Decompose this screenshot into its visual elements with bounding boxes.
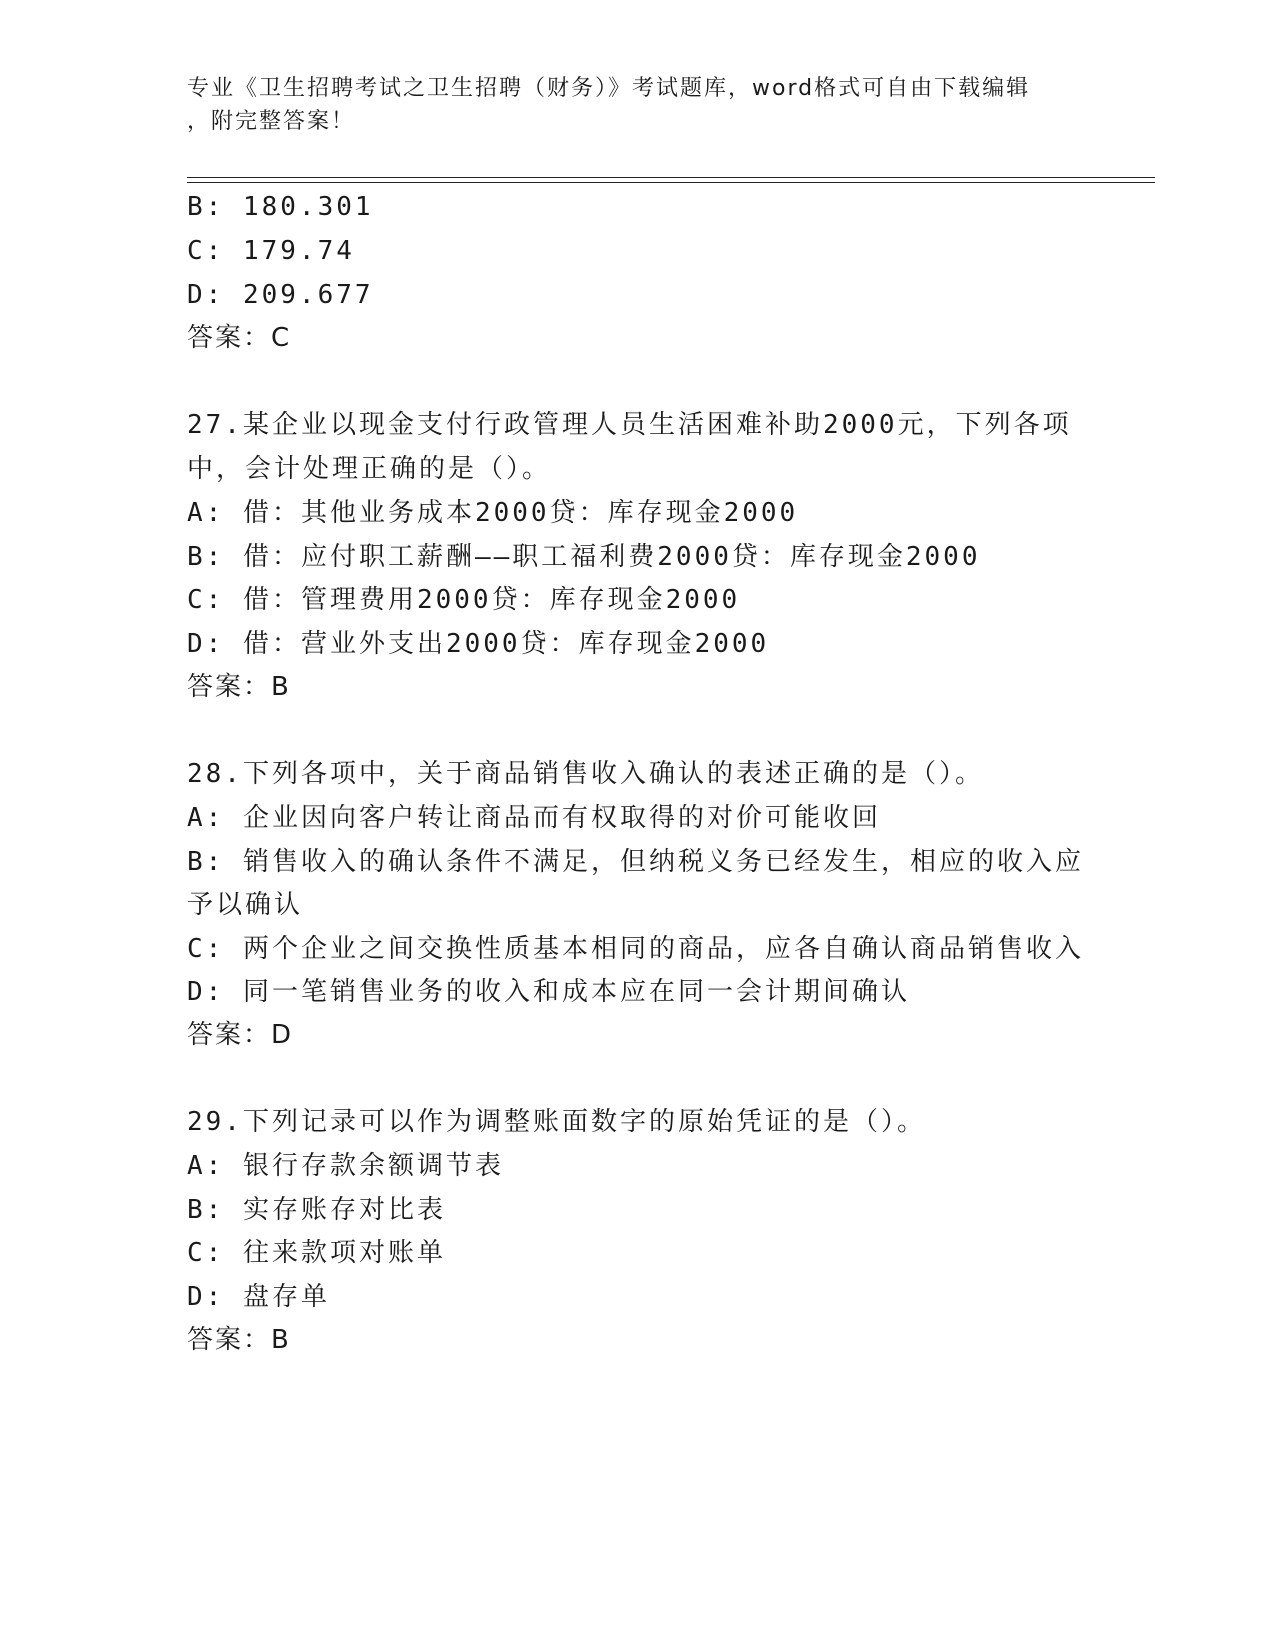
question-29-option-b: B: 实存账存对比表 — [187, 1195, 446, 1225]
question-27-option-d: D: 借：营业外支出2000贷：库存现金2000 — [187, 629, 770, 659]
header-divider-bottom — [187, 182, 1155, 183]
question-27-answer: 答案：B — [187, 672, 291, 702]
question-27-stem: 27.某企业以现金支付行政管理人员生活困难补助2000元，下列各项 — [187, 410, 1072, 440]
question-28-option-b-cont: 予以确认 — [187, 890, 304, 920]
option-b: B: 180.301 — [187, 192, 374, 222]
header-divider-top — [187, 177, 1155, 178]
question-27-option-a: A: 借：其他业务成本2000贷：库存现金2000 — [187, 498, 799, 528]
question-28-option-a: A: 企业因向客户转让商品而有权取得的对价可能收回 — [187, 803, 881, 833]
header-line-1: 专业《卫生招聘考试之卫生招聘（财务）》考试题库，word格式可自由下载编辑 — [187, 76, 1031, 101]
question-28-option-b: B: 销售收入的确认条件不满足，但纳税义务已经发生，相应的收入应 — [187, 847, 1084, 877]
question-29-option-a: A: 银行存款余额调节表 — [187, 1151, 504, 1181]
question-27-option-b: B: 借：应付职工薪酬——职工福利费2000贷：库存现金2000 — [187, 542, 981, 572]
question-29-option-c: C: 往来款项对账单 — [187, 1238, 446, 1268]
question-28-stem: 28.下列各项中，关于商品销售收入确认的表述正确的是（）。 — [187, 759, 984, 789]
answer: 答案：C — [187, 323, 292, 353]
header-line-2: ，附完整答案！ — [187, 109, 356, 134]
question-27-option-c: C: 借：管理费用2000贷：库存现金2000 — [187, 585, 741, 615]
document-header — [187, 72, 1087, 138]
question-28-option-d: D: 同一笔销售业务的收入和成本应在同一会计期间确认 — [187, 977, 910, 1007]
question-28-answer: 答案：D — [187, 1020, 294, 1050]
question-29-option-d: D: 盘存单 — [187, 1282, 330, 1312]
option-d: D: 209.677 — [187, 280, 374, 310]
question-28-option-c: C: 两个企业之间交换性质基本相同的商品，应各自确认商品销售收入 — [187, 934, 1084, 964]
question-27-stem-cont: 中，会计处理正确的是（）。 — [187, 454, 552, 484]
question-29-stem: 29.下列记录可以作为调整账面数字的原始凭证的是（）。 — [187, 1107, 926, 1137]
option-c: C: 179.74 — [187, 236, 355, 266]
question-29-answer: 答案：B — [187, 1325, 291, 1355]
